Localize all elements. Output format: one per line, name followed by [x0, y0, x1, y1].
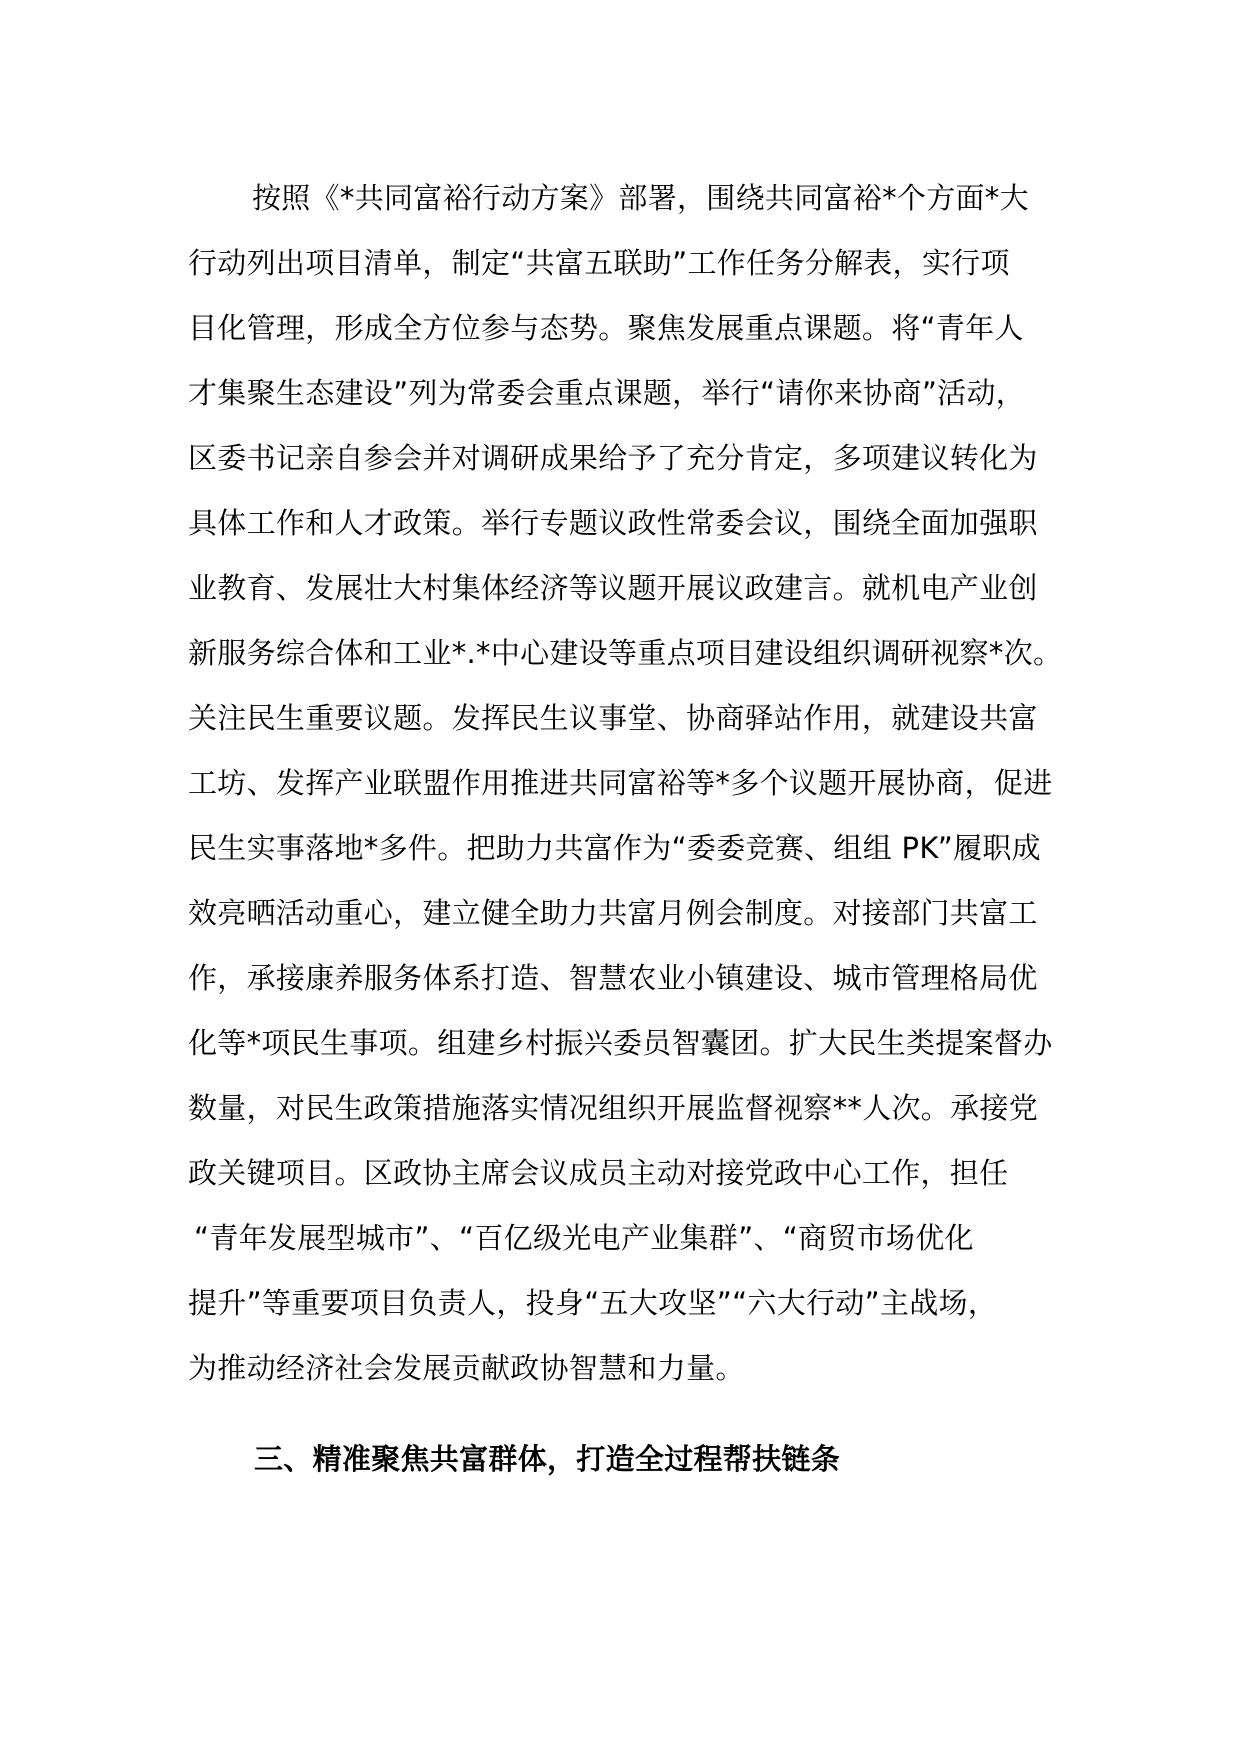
paragraph-line: 为推动经济社会发展贡献政协智慧和力量。 [188, 1351, 745, 1385]
paragraph-line: 数量，对民生政策措施落实情况组织开展监督视察**人次。承接党 [188, 1091, 1039, 1125]
paragraph-line: 新服务综合体和工业*.*中心建设等重点项目建设组织调研视察*次。 [188, 636, 1063, 670]
paragraph-line: 效亮晒活动重心，建立健全助力共富月例会制度。对接部门共富工 [188, 896, 1038, 930]
paragraph-line: 民生实事落地*多件。把助力共富作为“委委竞赛、组组 PK”履职成 [188, 831, 1041, 865]
section-heading: 三、精准聚焦共富群体，打造全过程帮扶链条 [254, 1442, 841, 1476]
paragraph-line: 具体工作和人才政策。举行专题议政性常委会议，围绕全面加强职 [188, 506, 1038, 540]
body-paragraph [188, 175, 1068, 1410]
paragraph-line: 业教育、发展壮大村集体经济等议题开展议政建言。就机电产业创 [188, 571, 1038, 605]
paragraph-line: 按照《*共同富裕行动方案》部署，围绕共同富裕*个方面*大 [252, 181, 1029, 215]
paragraph-line: 关注民生重要议题。发挥民生议事堂、协商驿站作用，就建设共富 [188, 701, 1038, 735]
paragraph-line: 化等*项民生事项。组建乡村振兴委员智囊团。扩大民生类提案督办 [188, 1026, 1053, 1060]
paragraph-line: “青年发展型城市”、“百亿级光电产业集群”、“商贸市场优化 [194, 1221, 974, 1255]
paragraph-line: 区委书记亲自参会并对调研成果给予了充分肯定，多项建议转化为 [188, 441, 1038, 475]
paragraph-line: 政关键项目。区政协主席会议成员主动对接党政中心工作，担任 [188, 1156, 1009, 1190]
paragraph-line: 才集聚生态建设”列为常委会重点课题，举行“请你来协商”活动， [188, 376, 1026, 410]
paragraph-line: 工坊、发挥产业联盟作用推进共同富裕等*多个议题开展协商，促进 [188, 766, 1053, 800]
paragraph-line: 提升”等重要项目负责人，投身“五大攻坚”“六大行动”主战场， [188, 1286, 998, 1320]
paragraph-line: 行动列出项目清单，制定“共富五联助”工作任务分解表，实行项 [188, 246, 1010, 280]
paragraph-line: 作，承接康养服务体系打造、智慧农业小镇建设、城市管理格局优 [188, 961, 1038, 995]
paragraph-line: 目化管理，形成全方位参与态势。聚焦发展重点课题。将“青年人 [188, 311, 1024, 345]
